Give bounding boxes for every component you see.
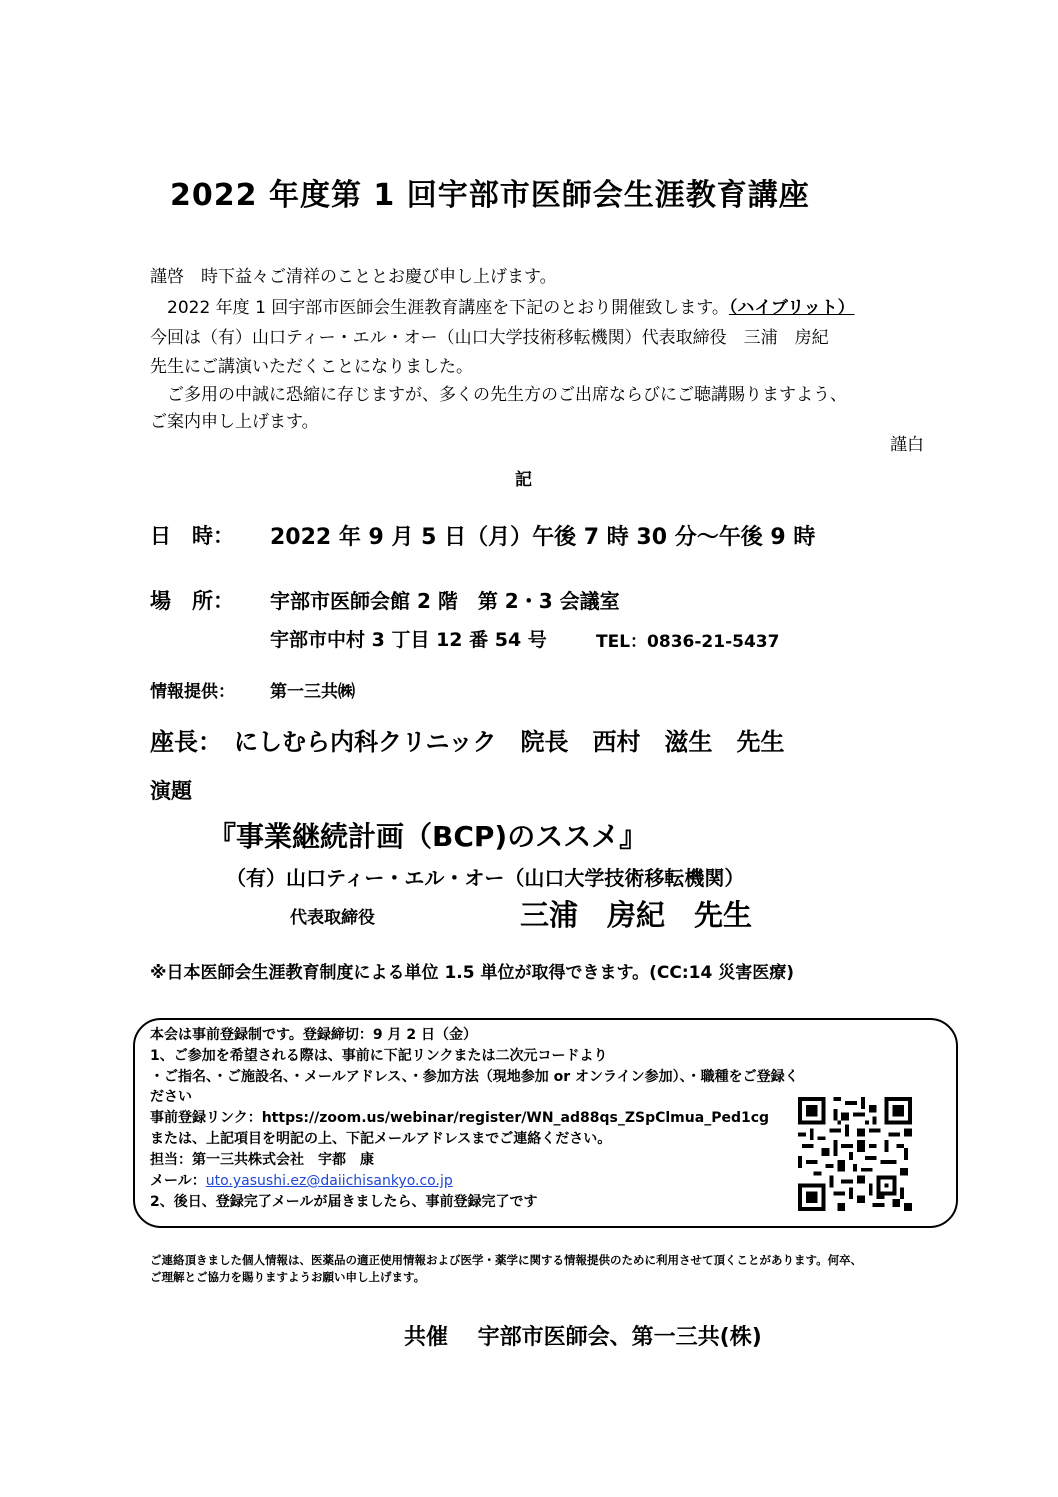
datetime-value: 2022 年 9 月 5 日（月）午後 7 時 30 分～午後 9 時 <box>270 525 816 550</box>
cohost: 共催 宇部市医師会、第一三共(株) <box>404 1325 762 1350</box>
page-title: 2022 年度第 1 回宇部市医師会生涯教育講座 <box>170 178 810 213</box>
qr-code-icon[interactable] <box>798 1097 912 1211</box>
telephone: TEL：0836-21-5437 <box>596 632 780 652</box>
intro-line-2 <box>150 293 855 318</box>
registration-line-3: ・ご指名、・ご施設名、・メールアドレス、・参加方法（現地参加 or オンライン参加）、・職種をご登録く <box>150 1069 799 1085</box>
info-label: 情報提供： <box>150 682 235 702</box>
intro-line-5: ご多用の中誠に恐縮に存じますが、多くの先生方のご出席ならびにご聴講賜りますよう、 <box>150 385 847 405</box>
registration-line-2: 1、ご参加を希望される際は、事前に下記リンクまたは二次元コードより <box>150 1048 608 1064</box>
speaker-affiliation: （有）山口ティー・エル・オー（山口大学技術移転機関） <box>226 866 745 890</box>
datetime-label: 日 時： <box>150 524 234 548</box>
registration-line-6: または、上記項目を明記の上、下記メールアドレスまでご連絡ください。 <box>150 1131 612 1147</box>
chairperson: 座長： にしむら内科クリニック 院長 西村 滋生 先生 <box>150 728 785 756</box>
speaker-name: 三浦 房紀 先生 <box>520 898 753 932</box>
registration-line-1: 本会は事前登録制です。登録締切：9 月 2 日（金） <box>150 1027 477 1043</box>
intro-line-1: 謹啓 時下益々ご清祥のこととお慶び申し上げます。 <box>150 267 557 287</box>
intro-line-6: ご案内申し上げます。 <box>150 412 319 432</box>
mail-label: メール： <box>150 1173 206 1189</box>
credit-note: ※日本医師会生涯教育制度による単位 1.5 単位が取得できます。(CC:14 災害医療) <box>150 963 794 983</box>
mail-link[interactable]: uto.yasushi.ez@daiichisankyo.co.jp <box>205 1173 453 1189</box>
closing-word: 謹白 <box>890 435 924 455</box>
info-value: 第一三共㈱ <box>270 682 355 702</box>
ki-mark: 記 <box>515 470 532 490</box>
place-value: 宇部市医師会館 2 階 第 2・3 会議室 <box>270 589 620 613</box>
registration-line-9: 2、後日、登録完了メールが届きましたら、事前登録完了です <box>150 1194 538 1210</box>
privacy-line-1: ご連絡頂きました個人情報は、医薬品の適正使用情報および医学・薬学に関する情報提供のために利用させて頂くことがあります。何卒、 <box>150 1253 863 1267</box>
speaker-role: 代表取締役 <box>290 908 375 928</box>
hybrid-highlight: （ハイブリット） <box>728 298 855 318</box>
topic-label: 演題 <box>150 779 192 803</box>
intro-line-4: 先生にご講演いただくことになりました。 <box>150 357 473 377</box>
address: 宇部市中村 3 丁目 12 番 54 号 <box>270 629 547 651</box>
privacy-line-2: ご理解とご協力を賜りますようお願い申し上げます。 <box>150 1270 426 1284</box>
intro-line-2-text: 2022 年度 1 回宇部市医師会生涯教育講座を下記のとおり開催致します。 <box>150 298 729 318</box>
registration-contact: 担当：第一三共株式会社 宇都 康 <box>150 1152 374 1168</box>
lecture-title: 『事業継続計画（BCP)のススメ』 <box>208 820 648 853</box>
place-label: 場 所： <box>150 589 234 613</box>
registration-mail-line <box>150 1170 453 1190</box>
intro-line-3: 今回は（有）山口ティー・エル・オー（山口大学技術移転機関）代表取締役 三浦 房紀 <box>150 328 829 348</box>
registration-line-4: ださい <box>150 1089 192 1105</box>
registration-link[interactable]: 事前登録リンク：https://zoom.us/webinar/register/WN_ad88qs_ZSpClmua_Ped1cg <box>150 1110 770 1126</box>
